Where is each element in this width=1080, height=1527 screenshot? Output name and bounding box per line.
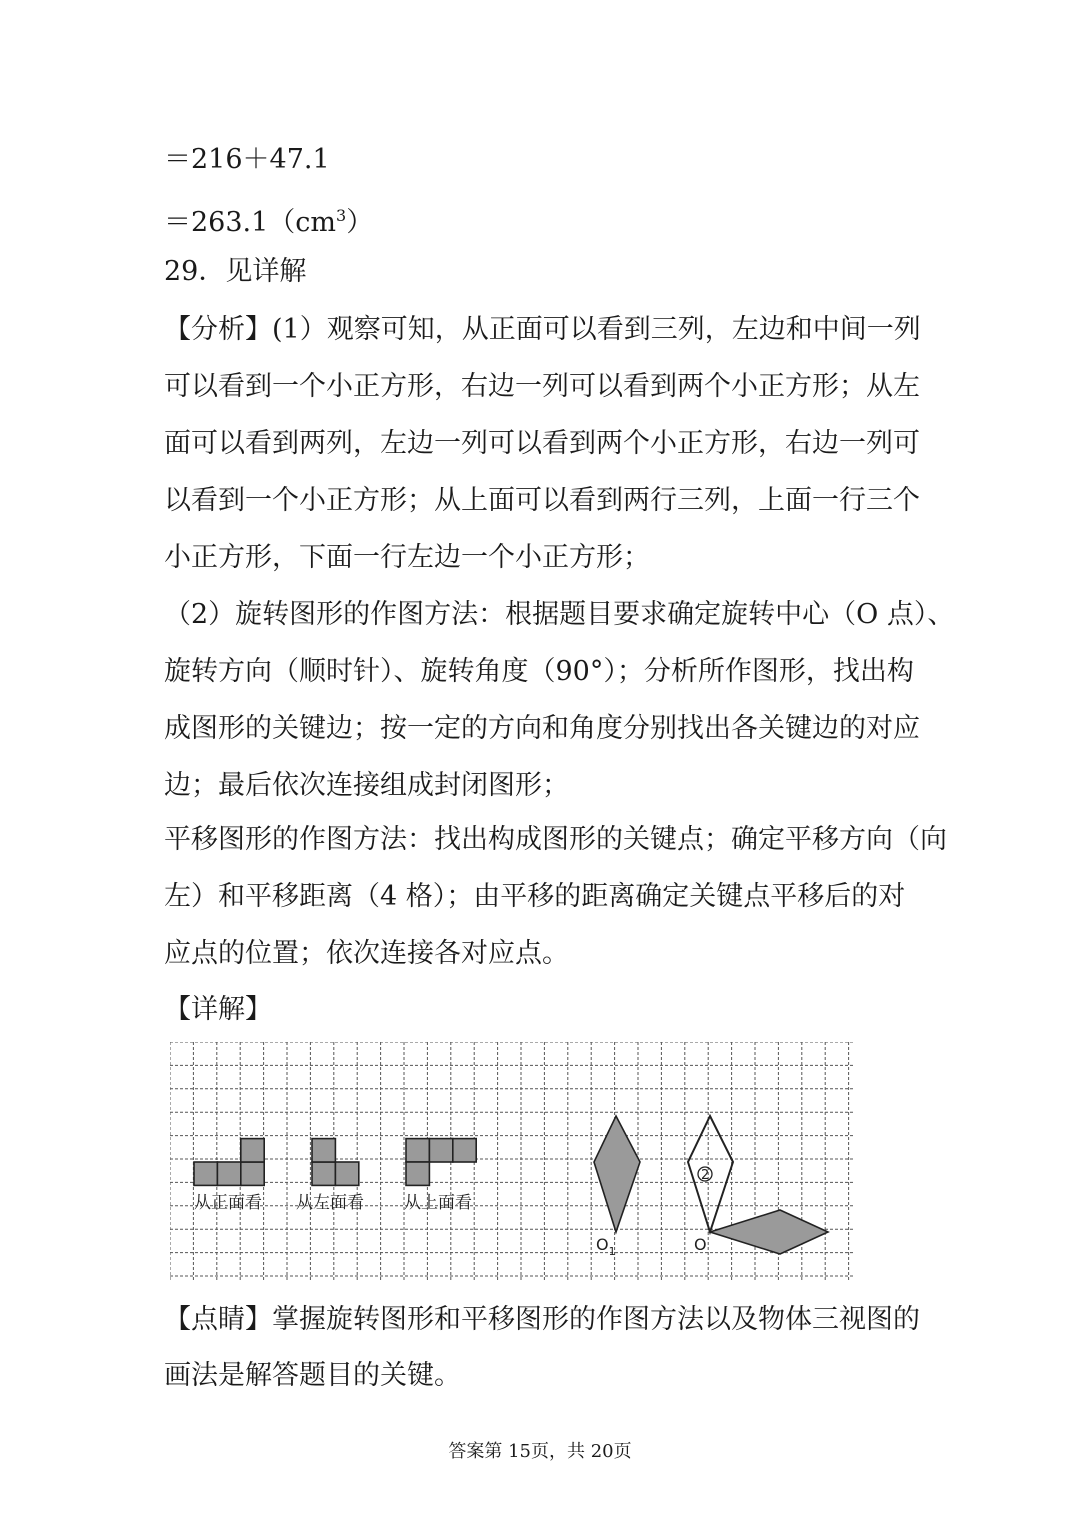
calc-line-2-main: ＝263.1（cm [164,207,337,238]
left-view-label: 从左面看 [296,1193,364,1213]
tip-line: 【点睛】掌握旋转图形和平移图形的作图方法以及物体三视图的 [164,1304,920,1335]
analysis-line: 左）和平移距离（4 格）；由平移的距离确定关键点平移后的对 [164,881,906,912]
view-square [406,1139,429,1162]
dashed-grid [170,1042,854,1282]
analysis-line: 旋转方向（顺时针）、旋转角度（90°）；分析所作图形，找出构 [164,656,914,687]
view-square [335,1162,358,1185]
question-29-answer: 29．见详解 [164,256,307,287]
view-square [194,1162,217,1185]
analysis-line: 【分析】(1）观察可知，从正面可以看到三列，左边和中间一列 [164,314,921,345]
front-view-label: 从正面看 [194,1193,262,1213]
original-kite-outline [688,1116,733,1232]
analysis-line: 平移图形的作图方法：找出构成图形的关键点；确定平移方向（向 [164,824,947,855]
analysis-line: 边；最后依次连接组成封闭图形； [164,770,569,801]
analysis-line: 小正方形，下面一行左边一个小正方形； [164,542,650,573]
calc-line-1: ＝216＋47.1 [164,144,330,175]
front-view [194,1139,264,1213]
analysis-line: 面可以看到两列，左边一列可以看到两个小正方形，右边一列可 [164,428,920,459]
detail-heading: 【详解】 [164,994,272,1025]
view-square [429,1139,452,1162]
view-square [453,1139,476,1162]
analysis-line: （2）旋转图形的作图方法：根据题目要求确定旋转中心（O 点）、 [164,599,955,630]
analysis-line: 成图形的关键边；按一定的方向和角度分别找出各关键边的对应 [164,713,920,744]
analysis-line: 可以看到一个小正方形，右边一列可以看到两个小正方形；从左 [164,371,920,402]
view-square [217,1162,240,1185]
tip-line: 画法是解答题目的关键。 [164,1360,461,1391]
label-2-text: 2 [701,1168,710,1183]
view-square [241,1162,264,1185]
grid-figure [170,1042,854,1282]
calc-line-2-end: ） [346,207,374,238]
calc-line-2 [164,196,924,243]
left-view [296,1139,364,1213]
view-square [312,1139,335,1162]
point-o1-subscript: 1 [608,1245,616,1258]
point-o1-label: $O_1$ [596,1235,616,1258]
top-view-label: 从上面看 [404,1193,472,1213]
page-footer: 答案第 15页，共 20页 [448,1441,632,1462]
top-view [404,1139,476,1213]
calc-line-2-sup: 3 [336,206,347,225]
analysis-line: 以看到一个小正方形；从上面可以看到两行三列，上面一行三个 [164,485,920,516]
view-square [406,1162,429,1185]
rotated-kite [710,1210,828,1254]
analysis-line: 应点的位置；依次连接各对应点。 [164,938,569,969]
translated-kite [594,1116,640,1232]
point-o-label: O [694,1235,707,1254]
view-square [241,1139,264,1162]
view-square [312,1162,335,1185]
